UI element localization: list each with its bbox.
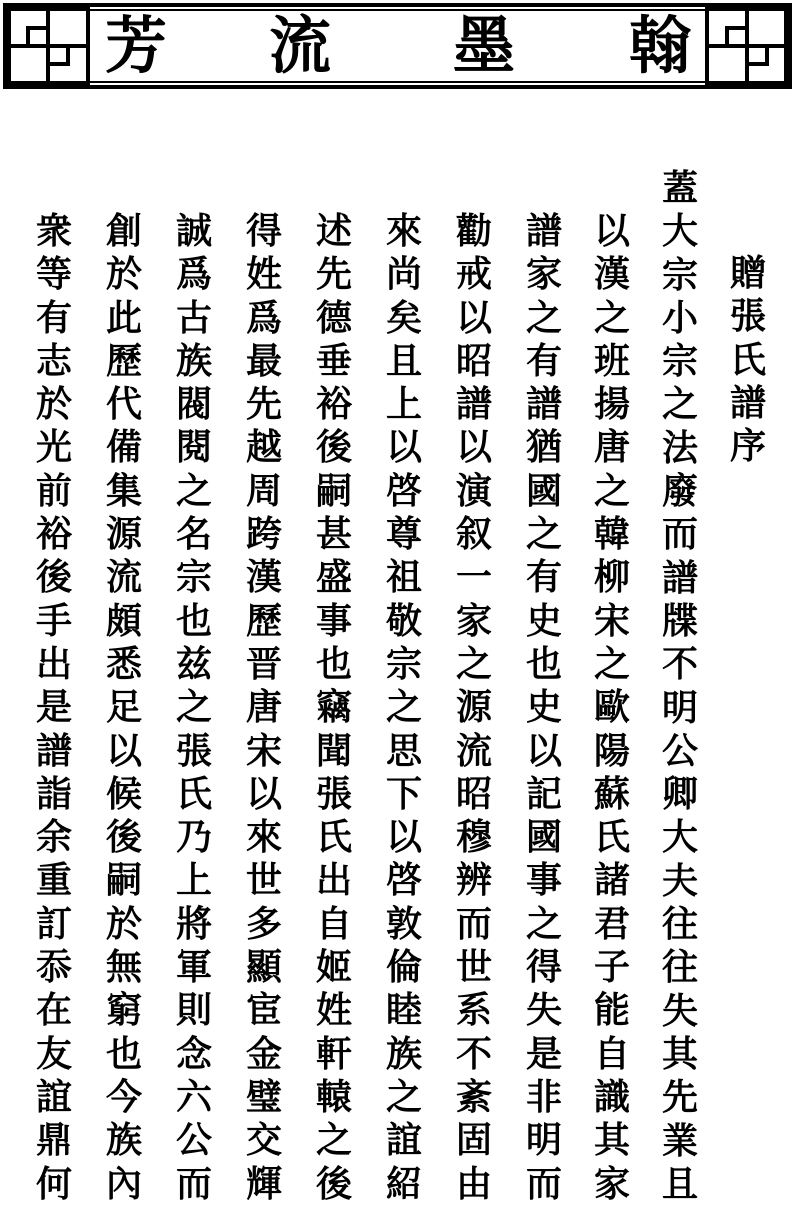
- fret-corner-ornament-left: [6, 6, 90, 86]
- text-column-3: 譜家之有譜猶國之有史也史以記國事之得失是非明而: [525, 210, 562, 1205]
- text-column-10: 衆等有志於光前裕後手出是譜詣余重訂忝在友誼鼎何: [35, 210, 72, 1205]
- text-column-7: 得姓爲最先越周跨漢歷晋唐宋以來世多顯宦金璧交輝: [245, 210, 282, 1205]
- header-title-char-1: 芳: [104, 9, 167, 82]
- text-column-2: 以漢之班揚唐之韓柳宋之歐陽蘇氏諸君子能自識其家: [593, 210, 630, 1205]
- text-column-6: 述先德垂裕後嗣甚盛事也竊聞張氏出自姬姓軒轅之後: [315, 210, 352, 1205]
- text-column-1: 蓋大宗小宗之法廢而譜牒不明公卿大夫往往失其先業且: [661, 167, 698, 1205]
- header-banner: [0, 0, 795, 92]
- document-title: 贈張氏譜序: [729, 252, 766, 468]
- text-column-5: 來尚矣且上以啓尊祖敬宗之思下以啓敦倫睦族之誼紹: [385, 210, 422, 1205]
- text-column-8: 誠爲古族閥閱之名宗也兹之張氏乃上將軍則念六公而: [175, 210, 212, 1205]
- text-column-9: 創於此歷代備集源流頗悉足以候後嗣於無窮也今族內: [105, 210, 142, 1205]
- header-title-char-4: 翰: [628, 9, 691, 82]
- fret-corner-ornament-right: [705, 6, 789, 86]
- text-column-4: 勸戒以昭譜以演叙一家之源流昭穆辨而世系不紊固由: [455, 210, 492, 1205]
- header-title-char-3: 墨: [452, 9, 515, 82]
- header-title-char-2: 流: [268, 9, 331, 82]
